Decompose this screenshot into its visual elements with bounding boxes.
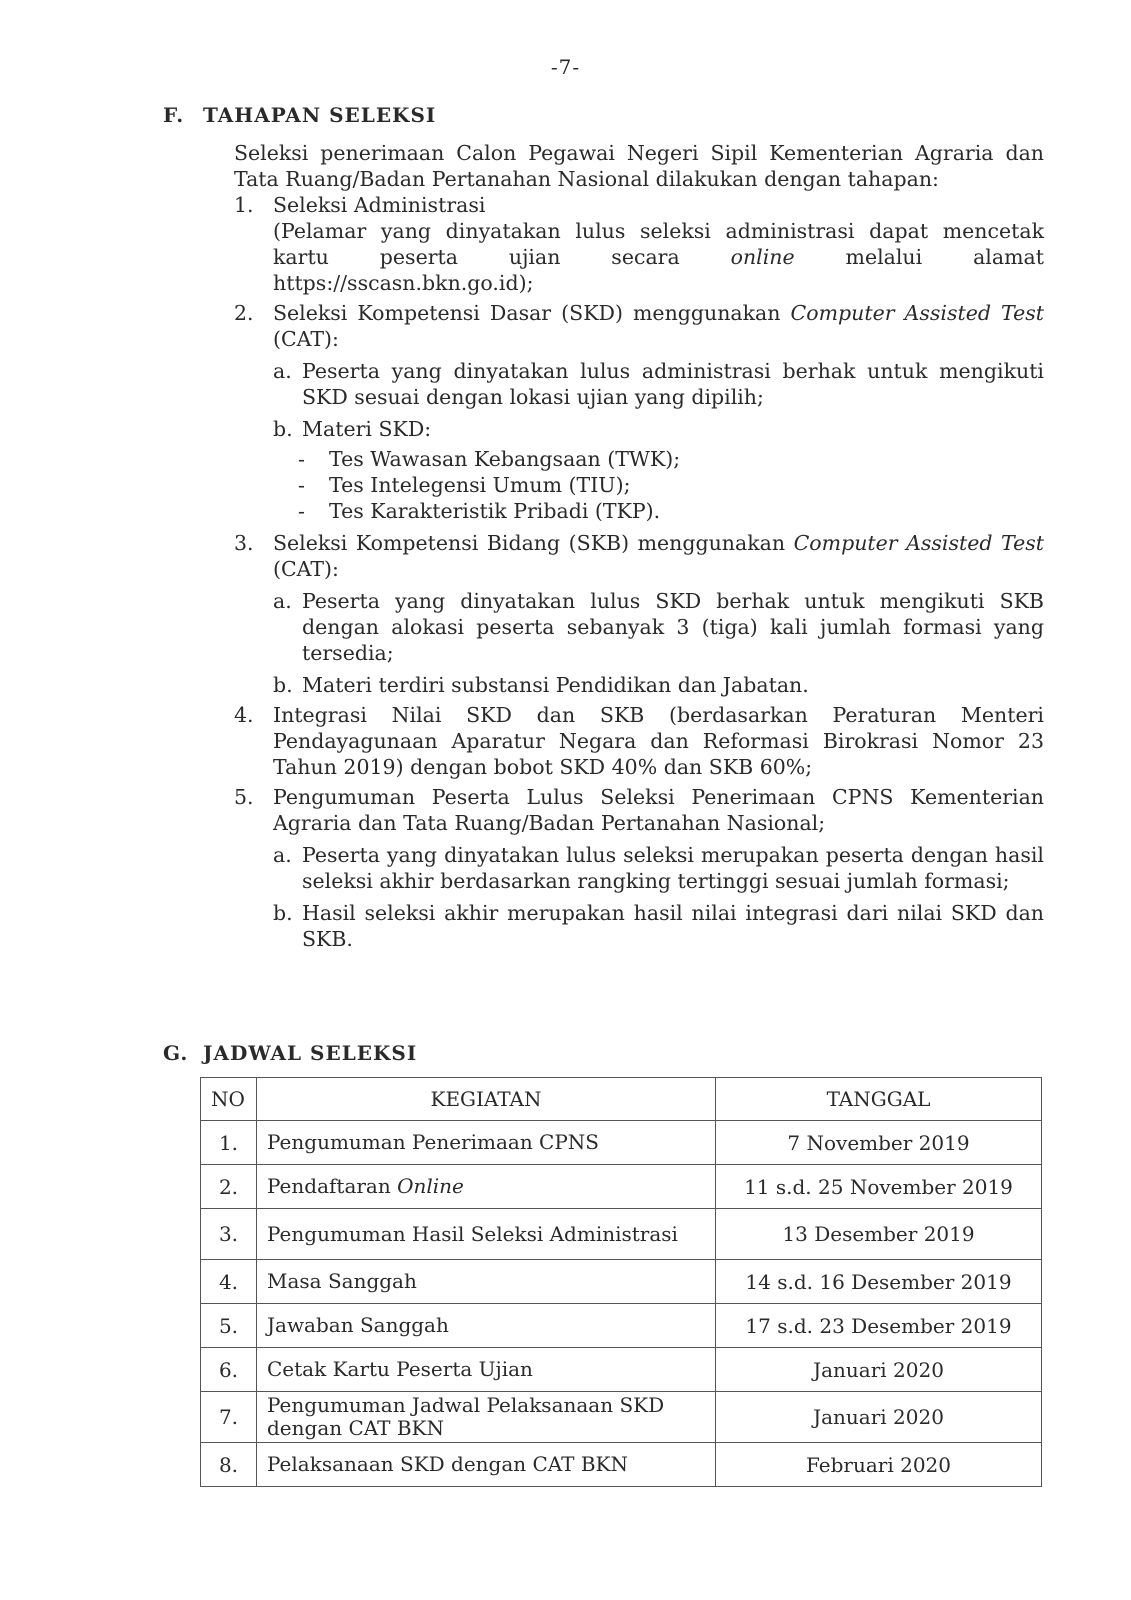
section-g-letter: G. — [163, 1041, 189, 1065]
sub-label: b. — [273, 901, 293, 925]
stage-3-title-part: Seleksi Kompetensi Bidang (SKB) menggunakan — [273, 531, 794, 555]
row-no: 8. — [201, 1443, 257, 1487]
dash-text: Tes Karakteristik Pribadi (TKP). — [329, 499, 661, 523]
stage-3-number: 3. — [234, 531, 254, 555]
stage-2-number: 2. — [234, 301, 254, 325]
row-tanggal: 7 November 2019 — [716, 1121, 1042, 1165]
section-f-intro: Seleksi penerimaan Calon Pegawai Negeri Sipil Kementerian Agraria dan Tata Ruang/Badan Pertanahan Nasional dilakukan dengan tahapan: — [234, 141, 1044, 191]
row-tanggal: Januari 2020 — [716, 1392, 1042, 1443]
table-row — [201, 1348, 1042, 1392]
page-number: -7- — [550, 55, 581, 79]
stage-3 — [234, 530, 1044, 582]
row-kegiatan: Pelaksanaan SKD dengan CAT BKN — [257, 1443, 716, 1487]
stage-5-number: 5. — [234, 785, 254, 809]
row-kegiatan: Cetak Kartu Peserta Ujian — [257, 1348, 716, 1392]
row-kegiatan: Pengumuman Hasil Seleksi Administrasi — [257, 1209, 716, 1260]
stage-2-sub-a — [234, 358, 1044, 410]
dash-item — [234, 446, 1044, 472]
row-kegiatan-part: Pendaftaran — [267, 1174, 398, 1198]
section-f-heading — [163, 103, 436, 127]
stage-3-sub-b — [234, 672, 1044, 698]
table-header-row — [201, 1078, 1042, 1121]
table-row — [201, 1165, 1042, 1209]
sub-text: Materi SKD: — [302, 417, 432, 441]
dash-marker: - — [298, 499, 305, 523]
stage-4-number: 4. — [234, 703, 254, 727]
stage-1-description — [234, 218, 1044, 296]
section-f-title: TAHAPAN SELEKSI — [203, 103, 437, 127]
sub-label: a. — [273, 359, 292, 383]
dash-item — [234, 472, 1044, 498]
row-no: 5. — [201, 1304, 257, 1348]
row-kegiatan: Jawaban Sanggah — [257, 1304, 716, 1348]
row-tanggal: 17 s.d. 23 Desember 2019 — [716, 1304, 1042, 1348]
sub-label: b. — [273, 417, 293, 441]
stage-2-sub-b — [234, 416, 1044, 442]
stage-5-sub-a — [234, 842, 1044, 894]
dash-text: Tes Intelegensi Umum (TIU); — [329, 473, 631, 497]
stage-2 — [234, 300, 1044, 352]
stage-1-desc-italic: online — [730, 245, 795, 269]
section-g-heading — [163, 1041, 417, 1065]
table-row — [201, 1209, 1042, 1260]
row-tanggal: Januari 2020 — [716, 1348, 1042, 1392]
row-kegiatan-italic: Online — [397, 1174, 464, 1198]
stage-2-title — [234, 300, 1044, 352]
stage-3-title-italic: Computer Assisted Test — [793, 531, 1044, 555]
dash-marker: - — [298, 447, 305, 471]
table-row — [201, 1392, 1042, 1443]
stage-1-title: Seleksi Administrasi — [273, 193, 486, 217]
schedule-table — [200, 1077, 1042, 1487]
stage-3-title — [234, 530, 1044, 582]
row-tanggal: 11 s.d. 25 November 2019 — [716, 1165, 1042, 1209]
stage-2-title-italic: Computer Assisted Test — [790, 301, 1044, 325]
section-g-title: JADWAL SELEKSI — [203, 1041, 418, 1065]
sub-text: Hasil seleksi akhir merupakan hasil nilai integrasi dari nilai SKD dan SKB. — [302, 901, 1044, 951]
sub-label: a. — [273, 843, 292, 867]
table-row — [201, 1443, 1042, 1487]
stage-4-text: Integrasi Nilai SKD dan SKB (berdasarkan Peraturan Menteri Pendayagunaan Aparatur Negara dan Reformasi Birokrasi Nomor 23 Tahun 2019) dengan bobot SKD 40% dan SKB 60%; — [273, 703, 1044, 779]
stage-1 — [234, 192, 1044, 296]
stage-5-text: Pengumuman Peserta Lulus Seleksi Penerimaan CPNS Kementerian Agraria dan Tata Ruang/Badan Pertanahan Nasional; — [273, 785, 1044, 835]
row-no: 7. — [201, 1392, 257, 1443]
dash-item — [234, 498, 1044, 524]
sub-label: a. — [273, 589, 292, 613]
row-no: 4. — [201, 1260, 257, 1304]
table-row — [201, 1304, 1042, 1348]
sub-text: Peserta yang dinyatakan lulus administrasi berhak untuk mengikuti SKD sesuai dengan lokasi ujian yang dipilih; — [302, 359, 1044, 409]
row-tanggal: 13 Desember 2019 — [716, 1209, 1042, 1260]
row-tanggal: 14 s.d. 16 Desember 2019 — [716, 1260, 1042, 1304]
row-no: 6. — [201, 1348, 257, 1392]
header-kegiatan: KEGIATAN — [257, 1078, 716, 1121]
header-no: NO — [201, 1078, 257, 1121]
stage-1-desc-part: (Pelamar yang dinyatakan lulus seleksi administrasi dapat mencetak kartu peserta ujian secara — [273, 219, 1044, 269]
stage-1-number: 1. — [234, 193, 254, 217]
stage-3-title-part: (CAT): — [273, 557, 339, 581]
stage-5 — [234, 784, 1044, 836]
stage-5-sub-b — [234, 900, 1044, 952]
row-no: 1. — [201, 1121, 257, 1165]
header-tanggal: TANGGAL — [716, 1078, 1042, 1121]
row-tanggal: Februari 2020 — [716, 1443, 1042, 1487]
dash-text: Tes Wawasan Kebangsaan (TWK); — [329, 447, 681, 471]
row-kegiatan — [257, 1165, 716, 1209]
row-no: 3. — [201, 1209, 257, 1260]
sub-label: b. — [273, 673, 293, 697]
section-f-content — [234, 140, 1044, 952]
section-f-letter: F. — [163, 103, 185, 127]
sub-text: Materi terdiri substansi Pendidikan dan Jabatan. — [302, 673, 809, 697]
row-kegiatan: Pengumuman Penerimaan CPNS — [257, 1121, 716, 1165]
table-row — [201, 1260, 1042, 1304]
row-kegiatan: Pengumuman Jadwal Pelaksanaan SKD dengan CAT BKN — [257, 1392, 716, 1443]
row-kegiatan: Masa Sanggah — [257, 1260, 716, 1304]
row-no: 2. — [201, 1165, 257, 1209]
stage-2-title-part: Seleksi Kompetensi Dasar (SKD) menggunakan — [273, 301, 791, 325]
stage-4 — [234, 702, 1044, 780]
dash-marker: - — [298, 473, 305, 497]
table-row — [201, 1121, 1042, 1165]
stage-3-sub-a — [234, 588, 1044, 666]
sub-text: Peserta yang dinyatakan lulus seleksi merupakan peserta dengan hasil seleksi akhir berdasarkan rangking tertinggi sesuai jumlah formasi; — [302, 843, 1044, 893]
stage-2-title-part: (CAT): — [273, 327, 339, 351]
stage-1-desc-part: melalui alamat https://sscasn.bkn.go.id); — [273, 245, 1044, 295]
sub-text: Peserta yang dinyatakan lulus SKD berhak untuk mengikuti SKB dengan alokasi peserta sebanyak 3 (tiga) kali jumlah formasi yang tersedia; — [302, 589, 1044, 665]
